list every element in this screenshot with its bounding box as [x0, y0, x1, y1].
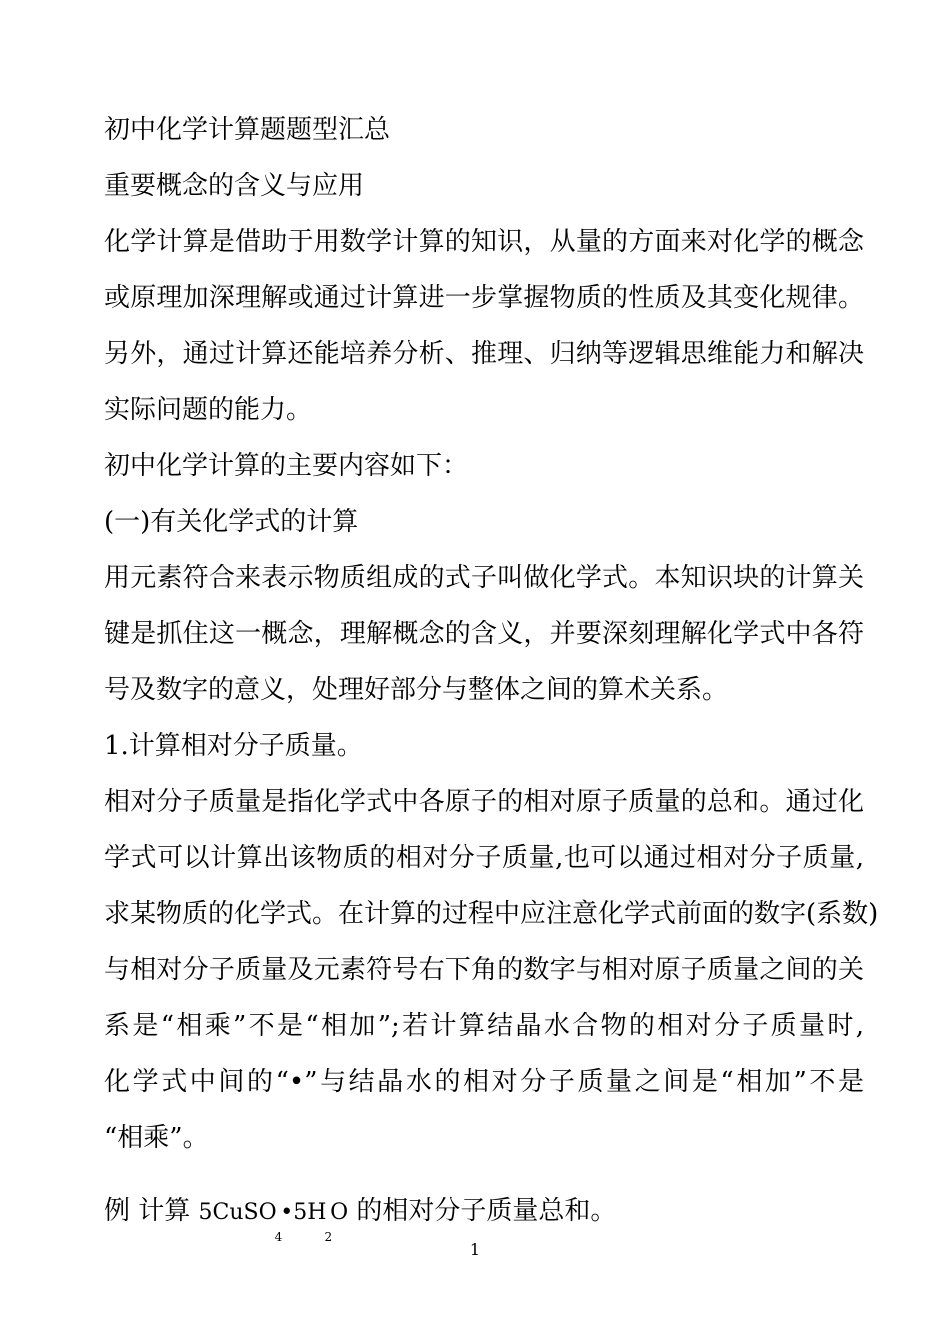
- paragraph-line: 号及数字的意义，处理好部分与整体之间的算术关系。: [104, 675, 729, 705]
- paragraph-line: 系是“相乘”不是“相加”;若计算结晶水合物的相对分子质量时,: [104, 1011, 864, 1041]
- example-prefix: 例 计算: [104, 1196, 191, 1226]
- example-suffix: 的相对分子质量总和。: [356, 1196, 617, 1226]
- subscript-2: 2: [324, 1230, 333, 1244]
- paragraph-line: 初中化学计算的主要内容如下：: [104, 451, 469, 481]
- example-line: [104, 1195, 804, 1244]
- page-number: 1: [469, 1240, 481, 1259]
- paragraph-line: 学式可以计算出该物质的相对分子质量,也可以通过相对分子质量,: [104, 843, 864, 873]
- numbered-heading: 1.计算相对分子质量。: [104, 731, 363, 761]
- paragraph-line: 与相对分子质量及元素符号右下角的数字与相对原子质量之间的关: [104, 955, 864, 985]
- section-heading: 重要概念的含义与应用: [104, 171, 365, 201]
- paragraph-line: 求某物质的化学式。在计算的过程中应注意化学式前面的数字(系数): [104, 899, 879, 929]
- paragraph-line: 化学式中间的“•”与结晶水的相对分子质量之间是“相加”不是: [104, 1067, 864, 1097]
- subscript-4: 4: [274, 1230, 283, 1244]
- subsection-heading: (一)有关化学式的计算: [104, 507, 359, 537]
- paragraph-line: 用元素符合来表示物质组成的式子叫做化学式。本知识块的计算关: [104, 563, 864, 593]
- document-title: 初中化学计算题题型汇总: [104, 115, 391, 145]
- hydrate-dot: •: [280, 1200, 294, 1225]
- paragraph-line: 另外，通过计算还能培养分析、推理、归纳等逻辑思维能力和解决: [104, 339, 864, 369]
- formula-cuso: 5CuSO: [198, 1200, 277, 1225]
- paragraph-line: 或原理加深理解或通过计算进一步掌握物质的性质及其变化规律。: [104, 283, 864, 313]
- paragraph-line: 相对分子质量是指化学式中各原子的相对原子质量的总和。通过化: [104, 787, 864, 817]
- paragraph-line: 实际问题的能力。: [104, 395, 313, 425]
- formula-h: 5H: [293, 1200, 327, 1225]
- formula-o: O: [330, 1200, 349, 1225]
- paragraph-line: 化学计算是借助于用数学计算的知识，从量的方面来对化学的概念: [104, 227, 864, 257]
- paragraph-line: “相乘”。: [104, 1123, 209, 1153]
- paragraph-line: 键是抓住这一概念，理解概念的含义，并要深刻理解化学式中各符: [104, 619, 864, 649]
